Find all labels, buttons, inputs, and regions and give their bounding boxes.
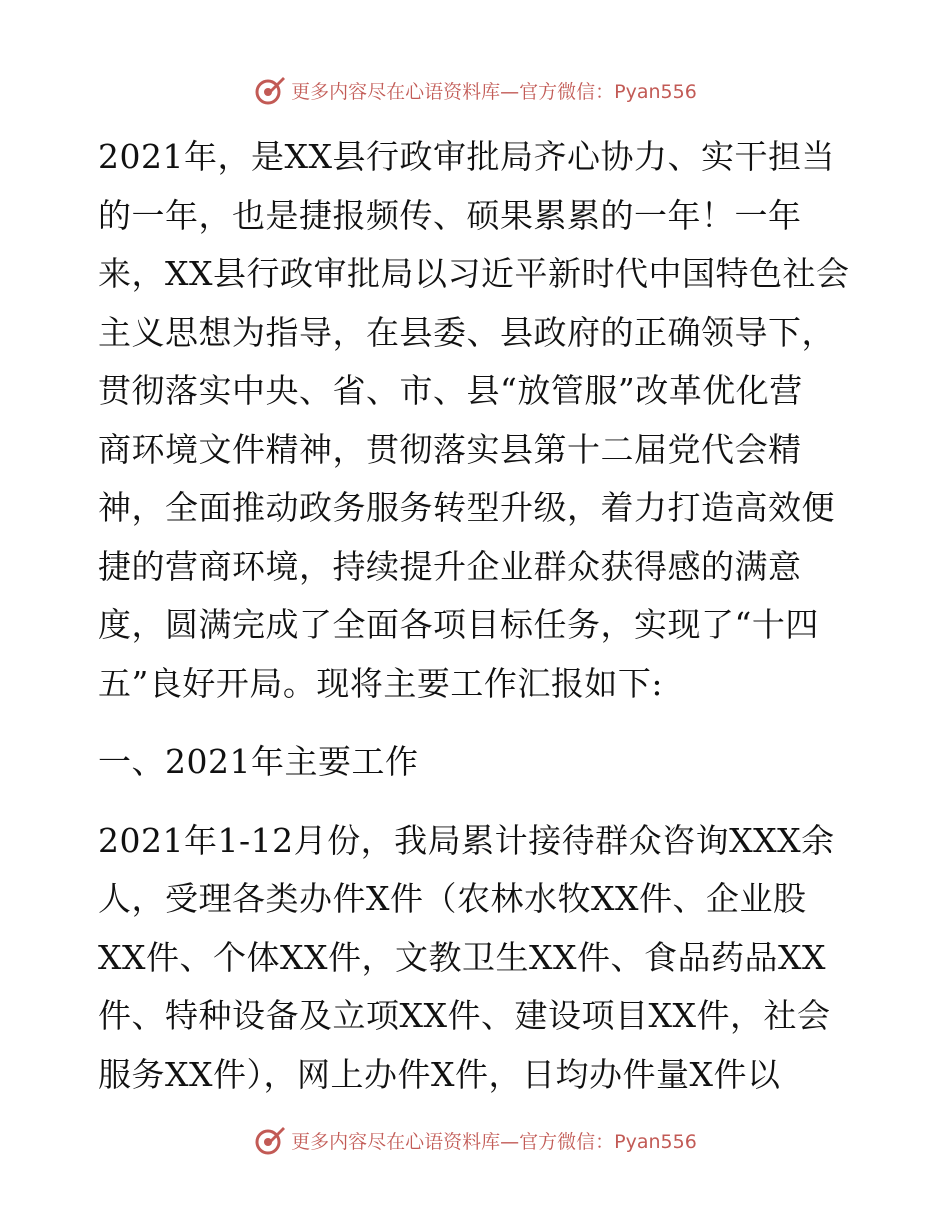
section-heading: [98, 733, 858, 792]
text-line: 贯彻落实中央、省、市、县“放管服”改革优化营: [98, 371, 803, 410]
text-line: 捷的营商环境，持续提升企业群众获得感的满意: [98, 546, 802, 586]
text-line: 来，XX县行政审批局以习近平新时代中国特色社会: [98, 254, 850, 293]
text-line: 件、特种设备及立项XX件、建设项目XX件，社会: [98, 996, 831, 1035]
text-line: 度，圆满完成了全面各项目标任务，实现了“十四: [98, 605, 819, 644]
text-line: 的一年，也是捷报频传、硕果累累的一年！一年: [98, 195, 802, 235]
text-line: XX件、个体XX件，文教卫生XX件、食品药品XX: [98, 937, 826, 977]
text-line: 人，受理各类办件X件（农林水牧XX件、企业股: [98, 879, 807, 918]
text-line: 服务XX件），网上办件X件，日均办件量X件以: [98, 1054, 781, 1094]
text-line: 商环境文件精神，贯彻落实县第十二届党代会精: [98, 429, 802, 469]
text-line: 2021年，是XX县行政审批局齐心协力、实干担当: [98, 137, 835, 176]
text-line: 2021年1-12月份，我局累计接待群众咨询XXX余: [98, 820, 835, 860]
paragraph-statistics: [98, 812, 858, 1105]
watermark-footer: [0, 1120, 950, 1160]
pen-nib-circle-icon: [253, 1123, 287, 1157]
watermark-text: 更多内容尽在心语资料库—官方微信：Pyan556: [291, 1130, 697, 1153]
pen-nib-circle-icon: [253, 73, 287, 107]
heading-line: 一、2021年主要工作: [98, 742, 419, 781]
watermark-text: 更多内容尽在心语资料库—官方微信：Pyan556: [291, 80, 697, 103]
text-line: 五”良好开局。现将主要工作汇报如下:: [98, 663, 663, 703]
watermark-header: [0, 70, 950, 110]
text-line: 主义思想为指导，在县委、县政府的正确领导下，: [98, 312, 835, 352]
text-line: 神，全面推动政务服务转型升级，着力打造高效便: [98, 488, 835, 527]
paragraph-intro: [98, 128, 858, 713]
document-body: [98, 128, 858, 1104]
